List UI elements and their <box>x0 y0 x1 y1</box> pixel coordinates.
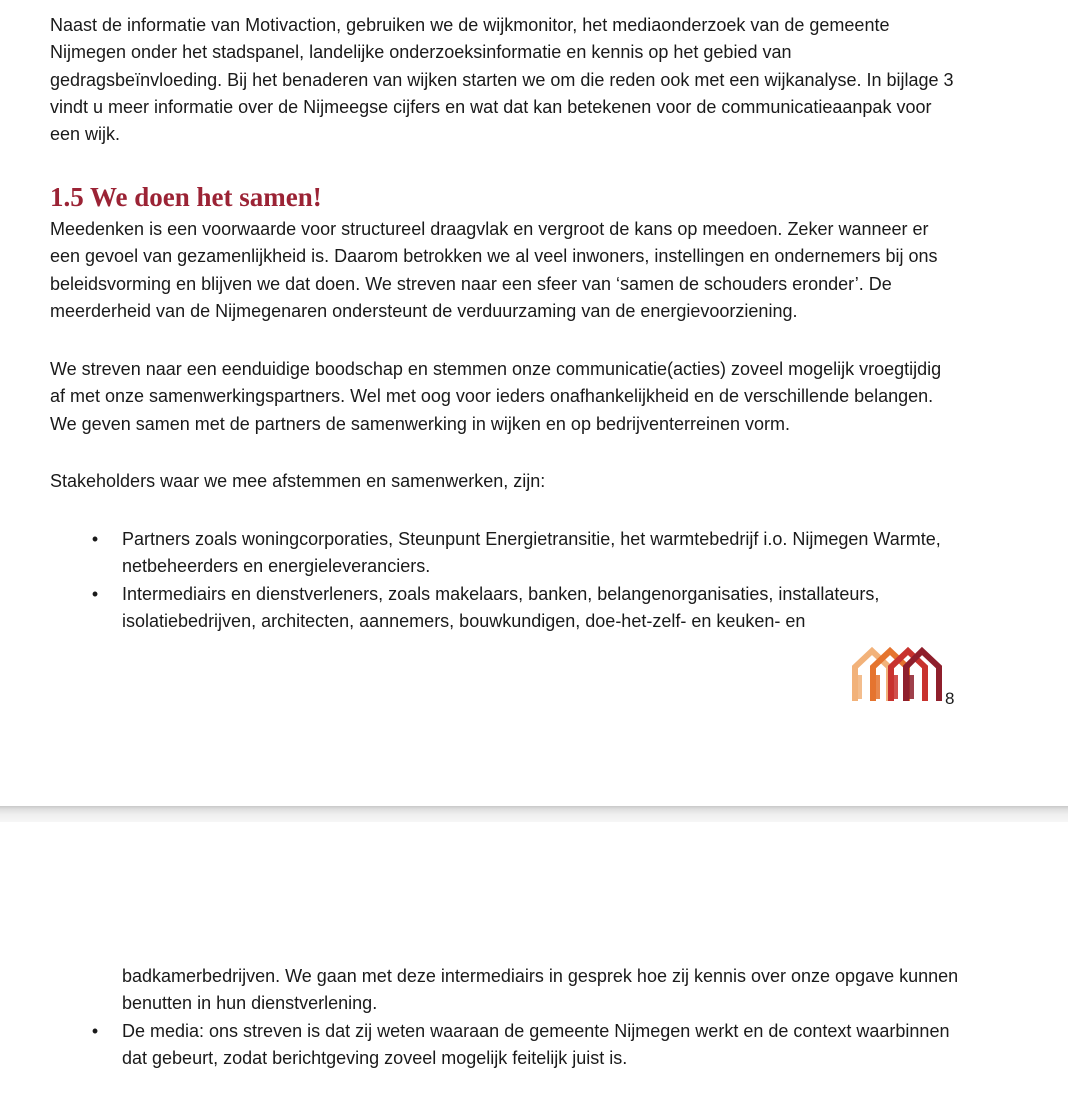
bullet-marker: • <box>91 584 99 604</box>
list-item-text: Partners zoals woningcorporaties, Steunpunt Energietransitie, het warmtebedrijf i.o. Nijmegen Warmte, netbeheerders en energieleveranciers. <box>122 529 941 577</box>
page-separator <box>0 806 1068 823</box>
continued-list-text: badkamerbedrijven. We gaan met deze intermediairs in gesprek hoe zij kennis over onze opgave kunnen benutten in hun dienstverlening. <box>122 966 959 1014</box>
section-heading: 1.5 We doen het samen! <box>50 182 322 212</box>
list-item-text: Intermediairs en dienstverleners, zoals makelaars, banken, belangenorganisaties, installateurs, isolatiebedrijven, architecten, aannemers, bouwkundigen, doe-het-zelf- en keuken- en <box>122 584 880 632</box>
houses-logo-icon <box>850 645 944 703</box>
paragraph-boodschap: We streven naar een eenduidige boodschap en stemmen onze communicatie(acties) zoveel mogelijk vroegtijdig af met onze samenwerkingspartners. Wel met oog voor ieders onafhankelijkheid en de verschillende belangen. We geven samen met de partners de samenwerking in wijken en op bedrijventerreinen vorm. <box>50 359 942 434</box>
document-page-9 <box>0 822 1068 1101</box>
list-item-text: De media: ons streven is dat zij weten waaraan de gemeente Nijmegen werkt en de context waarbinnen dat gebeurt, zodat berichtgeving zoveel mogelijk feitelijk juist is. <box>122 1021 950 1069</box>
paragraph-samen: Meedenken is een voorwaarde voor structureel draagvlak en vergroot de kans op meedoen. Zeker wanneer er een gevoel van gezamenlijkheid is. Daarom betrokken we al veel inwoners, instellingen en ondernemers bij ons beleidsvorming en blijven we dat doen. We streven naar een sfeer van ‘samen de schouders eronder’. De meerderheid van de Nijmegenaren ondersteunt de verduurzaming van de energievoorziening. <box>50 219 938 321</box>
page-number: 8 <box>945 689 955 708</box>
bullet-marker: • <box>91 1021 99 1041</box>
bullet-marker: • <box>91 529 99 549</box>
stakeholders-intro: Stakeholders waar we mee afstemmen en samenwerken, zijn: <box>50 471 546 491</box>
intro-paragraph: Naast de informatie van Motivaction, gebruiken we de wijkmonitor, het mediaonderzoek van de gemeente Nijmegen onder het stadspanel, landelijke onderzoeksinformatie en kennis op het gebied van gedragsbeïnvloeding. Bij het benaderen van wijken starten we om die reden ook met een wijkanalyse. In bijlage 3 vindt u meer informatie over de Nijmeegse cijfers en wat dat kan betekenen voor de communicatieaanpak voor een wijk. <box>50 15 954 145</box>
